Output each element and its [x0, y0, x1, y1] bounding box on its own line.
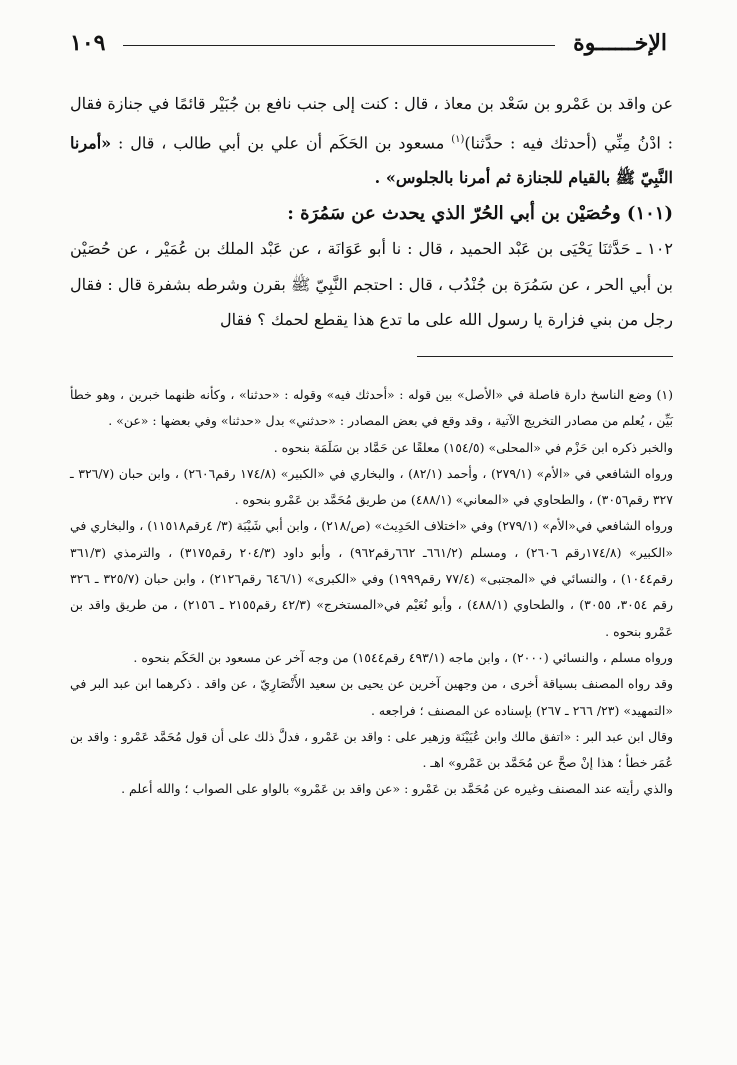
footnote-paragraph: والذي رأيته عند المصنف وغيره عن مُحَمَّد بن عَمْرو : «عن واقد بن عَمْرو» بالواو على الصواب ؛ والله أعلم . — [121, 781, 673, 797]
footnote-ref: (١) — [451, 133, 465, 145]
footnote-paragraph: (١) وضع الناسخ دارة فاصلة في «الأصل» بين قوله : «أحدثك فيه» وقوله : «حدثنا» ، وكأنه ظنهما خبرين ، وهو خطأ بَيِّن ، يُعلم من مصادر التخريج الآتية ، وقد وقع في بعض المصادر : «حدثني» بدل «حدثنا» وفي بعضها : «عن» . — [70, 387, 673, 429]
page-header — [70, 28, 667, 58]
footnote-paragraph: وقد رواه المصنف بسياقة أخرى ، من وجهين آخرين عن يحيى بن سعيد الأَنْصَارِيّ ، عن واقد . ذكرهما ابن عبد البر في «التمهيد» (٢٣/ ٢٦٦ ـ ٢٦٧) بإسناده عن المصنف ؛ فراجعه . — [70, 676, 673, 718]
hadith-quote: «أمرنا النَّبِيّ ﷺ بالقيام للجنازة ثم أمرنا بالجلوس» . — [70, 132, 673, 188]
paragraph-text: عن واقد بن عَمْرو بن سَعْد بن معاذ ، قال : كنت إلى جنب نافع بن جُبَيْر قائمًا في جنازة فقال : ادْنُ مِنِّي (أحدثك فيه : حدَّثنا) — [70, 94, 674, 152]
footnote-paragraph: وقال ابن عبد البر : «اتفق مالك وابن عُيَيْنَة وزهير على : واقد بن عَمْرو ، فدلَّ ذلك على أن قول مُحَمَّد عَمْرو : واقد بن عُمَر خطأ ؛ هذا إنْ صحَّ عن مُحَمَّد بن عَمْرو» اهـ . — [70, 728, 673, 771]
footnote-paragraph: ورواه مسلم ، والنسائي (٢٠٠٠) ، وابن ماجه (٤٩٣/١ رقم١٥٤٤) من وجه آخر عن مسعود بن الحَكَم بنحوه . — [133, 649, 673, 665]
footnote-paragraph: ورواه الشافعي في «الأم» (٢٧٩/١) ، وأحمد (٨٢/١) ، والبخاري في «الكبير» (١٧٤/٨ رقم٢٦٠٦) ، وابن حبان (٣٢٦/٧ ـ ٣٢٧ رقم٣٠٥٦) ، والطحاوي في «المعاني» (٤٨٨/١) من طريق مُحَمَّد بن عَمْرو بنحوه . — [70, 465, 673, 508]
footnote-separator — [417, 356, 673, 357]
header-rule — [123, 45, 555, 46]
footnotes — [70, 382, 673, 803]
hadith-paragraph-102: ١٠٢ ـ حَدَّثنَا يَحْيَى بن عَبْد الحميد ، قال : نا أبو عَوَانَة ، عن عَبْد الملك بن عُمَيْر ، عن حُصَيْن بن أبي الحر ، عن سَمُرَة بن جُنْدُب ، قال : احتجم النَّبِيّ ﷺ بقرن وشرطه بشفرة قال : فقال رجل من بني فزارة يا رسول الله على ما تدع هذا يقطع لحمك ؟ فقال — [70, 239, 673, 330]
hadith-paragraph-101 — [70, 86, 673, 196]
footnote-paragraph: ورواه الشافعي في«الأم» (٢٧٩/١) وفي «اختلاف الحَدِيث» (ص/٢١٨) ، وابن أبي شَيْبَة (٣/ ٤رقم١١٥١٨) ، والبخاري في «الكبير» (١٧٤/٨رقم ٢٦٠٦) ، ومسلم (٦٦١/٢ـ ٦٦٢رقم٩٦٢) ، وأبو داود (٢٠٤/٣ رقم٣١٧٥) ، والترمذي (٣٦١/٣ رقم١٠٤٤) ، والنسائي في «المجتبى» (٧٧/٤ رقم١٩٩٩) وفي «الكبرى» (٦٤٦/١ رقم٢١٢٦) ، وابن حبان (٣٢٥/٧ ـ ٣٢٦ رقم ٣٠٥٤، ٣٠٥٥) ، والطحاوي (٤٨٨/١) ، وأبو نُعَيْم في«المستخرج» (٤٢/٣ رقم٢١٥٥ ـ ٢١٥٦) ، من طريق واقد بن عَمْرو بنحوه . — [70, 518, 674, 639]
paragraph-text: مسعود بن الحَكَم أن علي بن أبي طالب ، قال : — [118, 132, 445, 152]
section-heading: (١٠١) وحُصَيْن بن أبي الحُرّ الذي يحدث عن سَمُرَة : — [287, 202, 673, 224]
footnote-paragraph: والخبر ذكره ابن حَزْم في «المحلى» (١٥٤/٥) معلقًا عن حَمَّاد بن سَلَمَة بنحوه . — [273, 439, 673, 455]
running-title: الإخــــــوة — [573, 30, 667, 56]
main-text — [70, 86, 673, 338]
page-number: ١٠٩ — [70, 30, 106, 56]
